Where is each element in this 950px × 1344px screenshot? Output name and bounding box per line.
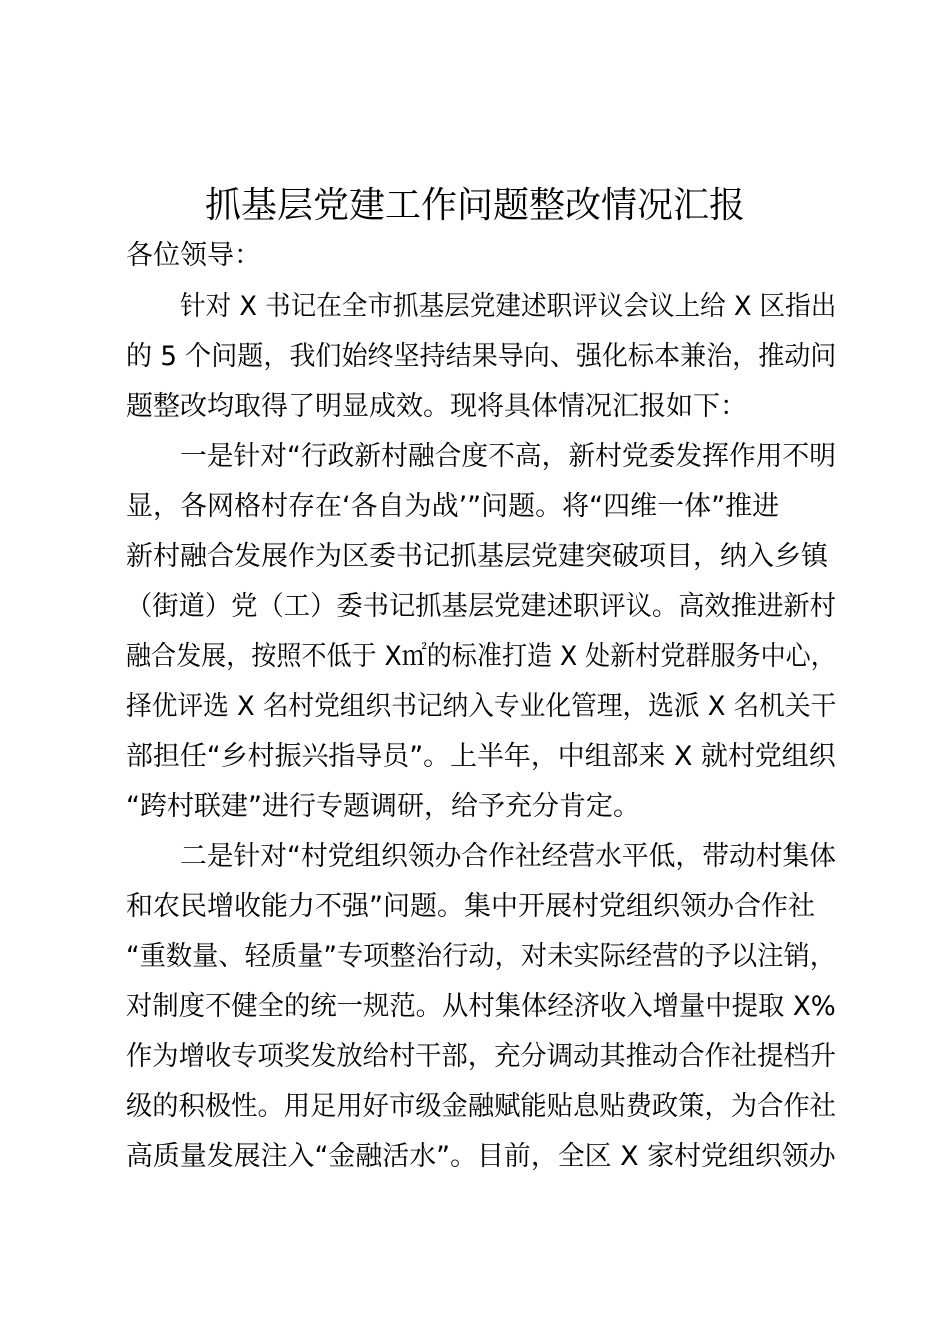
salutation: 各位领导： — [126, 240, 261, 271]
paragraph-line: 和农民增收能力不强”问题。集中开展村党组织领办合作社 — [126, 891, 815, 922]
paragraph-line: “重数量、轻质量”专项整治行动，对未实际经营的予以注销， — [126, 941, 836, 972]
paragraph-line: 显，各网格村存在‘各自为战’”问题。将“四维一体”推进 — [126, 491, 780, 522]
paragraph-line: 题整改均取得了明显成效。现将具体情况汇报如下： — [126, 391, 747, 422]
paragraph-line: 高质量发展注入“金融活水”。目前，全区 X 家村党组织领办 — [126, 1141, 836, 1172]
paragraph-line: “跨村联建”进行专题调研，给予充分肯定。 — [126, 791, 640, 822]
paragraph-line: 二是针对“村党组织领办合作社经营水平低，带动村集体 — [180, 841, 836, 872]
paragraph-line: 新村融合发展作为区委书记抓基层党建突破项目，纳入乡镇 — [126, 541, 828, 572]
paragraph-line: 针对 X 书记在全市抓基层党建述职评议会议上给 X 区指出 — [180, 291, 837, 322]
paragraph-line: 一是针对“行政新村融合度不高，新村党委发挥作用不明 — [180, 441, 836, 472]
document-title: 抓基层党建工作问题整改情况汇报 — [204, 185, 745, 226]
paragraph-line: 级的积极性。用足用好市级金融赋能贴息贴费政策，为合作社 — [126, 1091, 836, 1122]
paragraph-line: 作为增收专项奖发放给村干部，充分调动其推动合作社提档升 — [126, 1041, 836, 1072]
paragraph-line: 择优评选 X 名村党组织书记纳入专业化管理，选派 X 名机关干 — [126, 691, 837, 722]
paragraph-line: 对制度不健全的统一规范。从村集体经济收入增量中提取 X% — [126, 991, 836, 1022]
paragraph-line: （街道）党（工）委书记抓基层党建述职评议。高效推进新村 — [126, 591, 836, 622]
paragraph-line: 融合发展，按照不低于 X㎡的标准打造 X 处新村党群服务中心， — [126, 641, 836, 672]
paragraph-line: 的 5 个问题，我们始终坚持结果导向、强化标本兼治，推动问 — [126, 341, 837, 372]
paragraph-line: 部担任“乡村振兴指导员”。上半年，中组部来 X 就村党组织 — [126, 741, 836, 772]
